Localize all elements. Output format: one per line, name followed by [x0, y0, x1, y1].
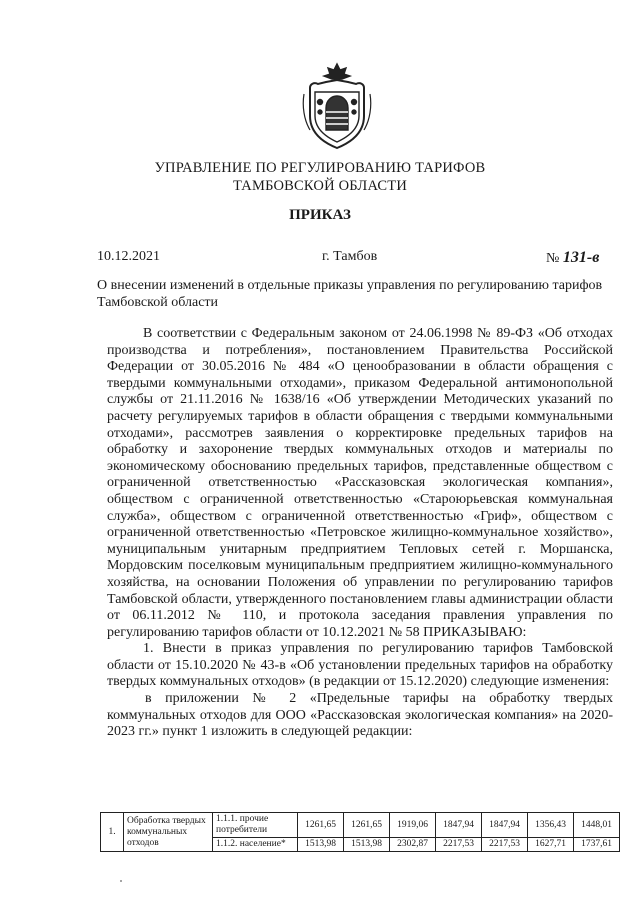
- org-name-line1: УПРАВЛЕНИЕ ПО РЕГУЛИРОВАНИЮ ТАРИФОВ: [154, 160, 486, 176]
- tariff-table: [100, 812, 620, 852]
- table-cell-value: 1513,98: [344, 838, 390, 852]
- table-cell-value: 1261,65: [344, 813, 390, 838]
- table-cell-value: 1627,71: [528, 838, 574, 852]
- body-paragraph-preamble: В соответствии с Федеральным законом от 24.06.1998 № 89-ФЗ «Об отходах производства и потребления», постановлением Правительства Российской Федерации от 30.05.2016 № 484 «О ценообразовании в области обращения с твердыми коммунальными отходами», приказом Федеральной антимонопольной службы от 21.11.2016 № 1638/16 «Об утверждении Методических указаний по расчету регулируемых тарифов в области обращения с твердыми коммунальными отходами», рассмотрев заявления о корректировке предельных тарифов на обработку и захоронение твердых коммунальных отходов и материалы по экономическому обоснованию предельных тарифов, представленные обществом с ограниченной ответственностью «Рассказовская экологическая компания», обществом с ограниченной ответственностью «Староюрьевская коммунальная служба», обществом с ограниченной ответственностью «Гриф», обществом с ограниченной ответственностью «Петровское жилищно-коммунальное хозяйство», муниципальным унитарным предприятием Тепловых сетей г. Моршанска, Мордовским поселковым муниципальным предприятием жилищно-коммунального хозяйства, на основании Положения об управлении по регулированию тарифов Тамбовской области, утвержденного постановлением главы администрации области от 06.11.2012 № 110, и протокола заседания правления управления по регулированию тарифов области от 10.12.2021 № 58 ПРИКАЗЫВАЮ:: [107, 326, 613, 640]
- handwritten-number: 131-в: [562, 249, 600, 266]
- table-cell-category: 1.1.2. население*: [213, 838, 298, 852]
- document-number: [546, 249, 599, 267]
- table-cell-service: Обработка твердых коммунальных отходов: [124, 813, 213, 852]
- table-row: [101, 813, 620, 838]
- scan-speck: [120, 880, 122, 882]
- table-cell-value: 1847,94: [436, 813, 482, 838]
- document-subject: О внесении изменений в отдельные приказы управления по регулированию тарифов Тамбовской области: [97, 278, 603, 310]
- table-cell-value: 1737,61: [574, 838, 620, 852]
- body-paragraph-order-1: 1. Внести в приказ управления по регулированию тарифов Тамбовской области от 15.10.2020 № 43-в «Об установлении предельных тарифов на обработку твердых коммунальных отходов» (в редакции от 15.12.2020) следующие изменения:: [107, 641, 613, 690]
- table-cell-value: 1448,01: [574, 813, 620, 838]
- org-name-line2: ТАМБОВСКОЙ ОБЛАСТИ: [232, 178, 408, 194]
- table-cell-value: 2217,53: [436, 838, 482, 852]
- table-cell-value: 1356,43: [528, 813, 574, 838]
- table-cell-value: 1513,98: [298, 838, 344, 852]
- table-cell-value: 1847,94: [482, 813, 528, 838]
- table-cell-value: 1919,06: [390, 813, 436, 838]
- table-cell-value: 2302,87: [390, 838, 436, 852]
- table-cell-value: 2217,53: [482, 838, 528, 852]
- coat-of-arms-icon: [296, 60, 378, 152]
- table-cell-category: 1.1.1. прочие потребители: [213, 813, 298, 838]
- document-title: ПРИКАЗ: [289, 207, 351, 223]
- document-date: 10.12.2021: [97, 249, 160, 264]
- document-body: [107, 326, 613, 741]
- body-paragraph-appendix: в приложении № 2 «Предельные тарифы на обработку твердых коммунальных отходов для ООО «Рассказовская экологическая компания» на 2020-2023 гг.» пункт 1 изложить в следующей редакции:: [107, 691, 613, 740]
- table-cell-value: 1261,65: [298, 813, 344, 838]
- document-city: г. Тамбов: [322, 249, 378, 264]
- number-prefix: №: [546, 251, 560, 266]
- table-cell-row-number: 1.: [101, 813, 124, 852]
